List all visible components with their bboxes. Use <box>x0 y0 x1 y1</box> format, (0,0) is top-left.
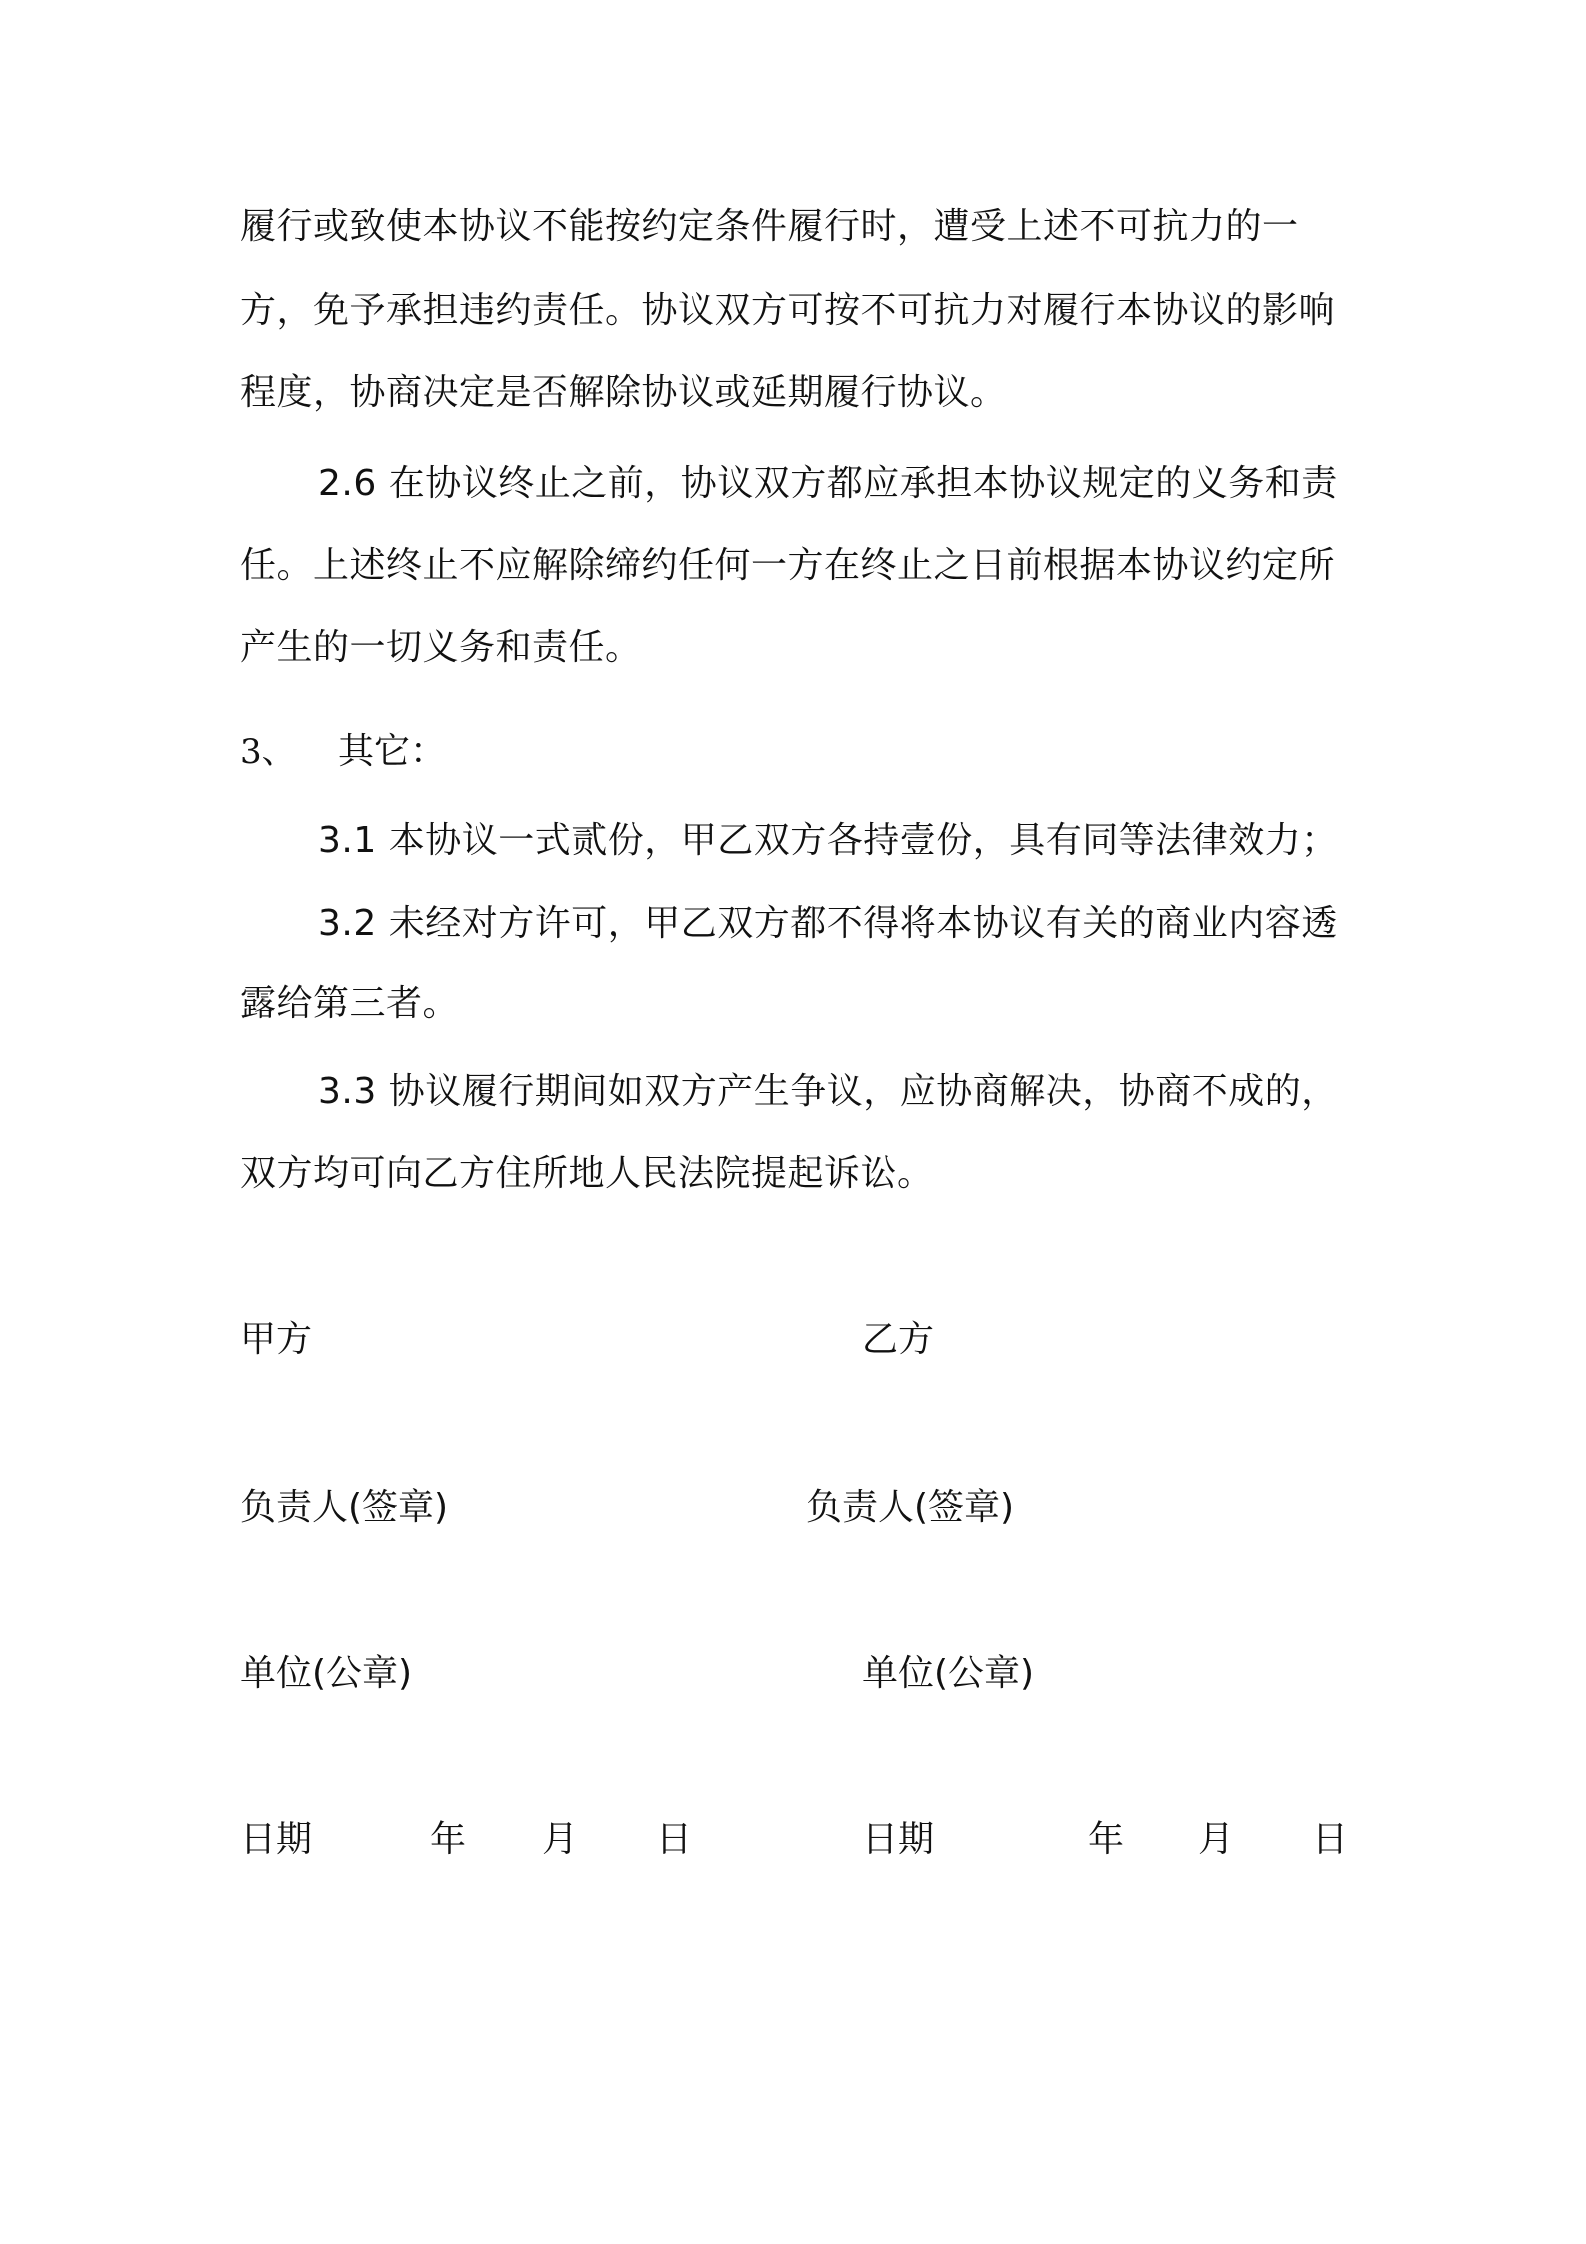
party-b-unit-seal: 单位(公章) <box>862 1653 1035 1694</box>
clause-2-6-text: 产生的一切义务和责任。 <box>240 627 642 668</box>
party-b-label: 乙方 <box>862 1319 935 1360</box>
party-b-date-year: 年 <box>1088 1819 1125 1860</box>
clause-2-6-text: 2.6 在协议终止之前，协议双方都应承担本协议规定的义务和责 <box>318 463 1338 504</box>
paragraph-text: 方，免予承担违约责任。协议双方可按不可抗力对履行本协议的影响 <box>240 290 1336 331</box>
party-a-date-label: 日期 <box>240 1819 313 1860</box>
party-a-date-year: 年 <box>430 1819 467 1860</box>
paragraph-text: 程度，协商决定是否解除协议或延期履行协议。 <box>240 372 1007 413</box>
party-a-date-month: 月 <box>542 1819 579 1860</box>
party-b-date-day: 日 <box>1312 1819 1349 1860</box>
party-b-responsible-signature: 负责人(签章) <box>806 1487 1015 1528</box>
section-number: 3、 <box>240 732 296 772</box>
clause-3-2-text: 露给第三者。 <box>240 983 460 1024</box>
clause-3-3-text: 双方均可向乙方住所地人民法院提起诉讼。 <box>240 1153 934 1194</box>
party-a-responsible-signature: 负责人(签章) <box>240 1487 449 1528</box>
party-b-date-label: 日期 <box>862 1819 935 1860</box>
party-b-date-month: 月 <box>1198 1819 1235 1860</box>
party-a-date-day: 日 <box>656 1819 693 1860</box>
clause-2-6-text: 任。上述终止不应解除缔约任何一方在终止之日前根据本协议约定所 <box>240 545 1336 586</box>
section-title: 其它： <box>338 731 447 772</box>
party-a-label: 甲方 <box>240 1319 313 1360</box>
clause-3-2-text: 3.2 未经对方许可，甲乙双方都不得将本协议有关的商业内容透 <box>318 903 1338 944</box>
clause-3-1-text: 3.1 本协议一式贰份，甲乙双方各持壹份，具有同等法律效力； <box>318 820 1338 861</box>
party-a-unit-seal: 单位(公章) <box>240 1653 413 1694</box>
paragraph-text: 履行或致使本协议不能按约定条件履行时，遭受上述不可抗力的一 <box>240 206 1299 247</box>
clause-3-3-text: 3.3 协议履行期间如双方产生争议，应协商解决，协商不成的， <box>318 1071 1338 1112</box>
